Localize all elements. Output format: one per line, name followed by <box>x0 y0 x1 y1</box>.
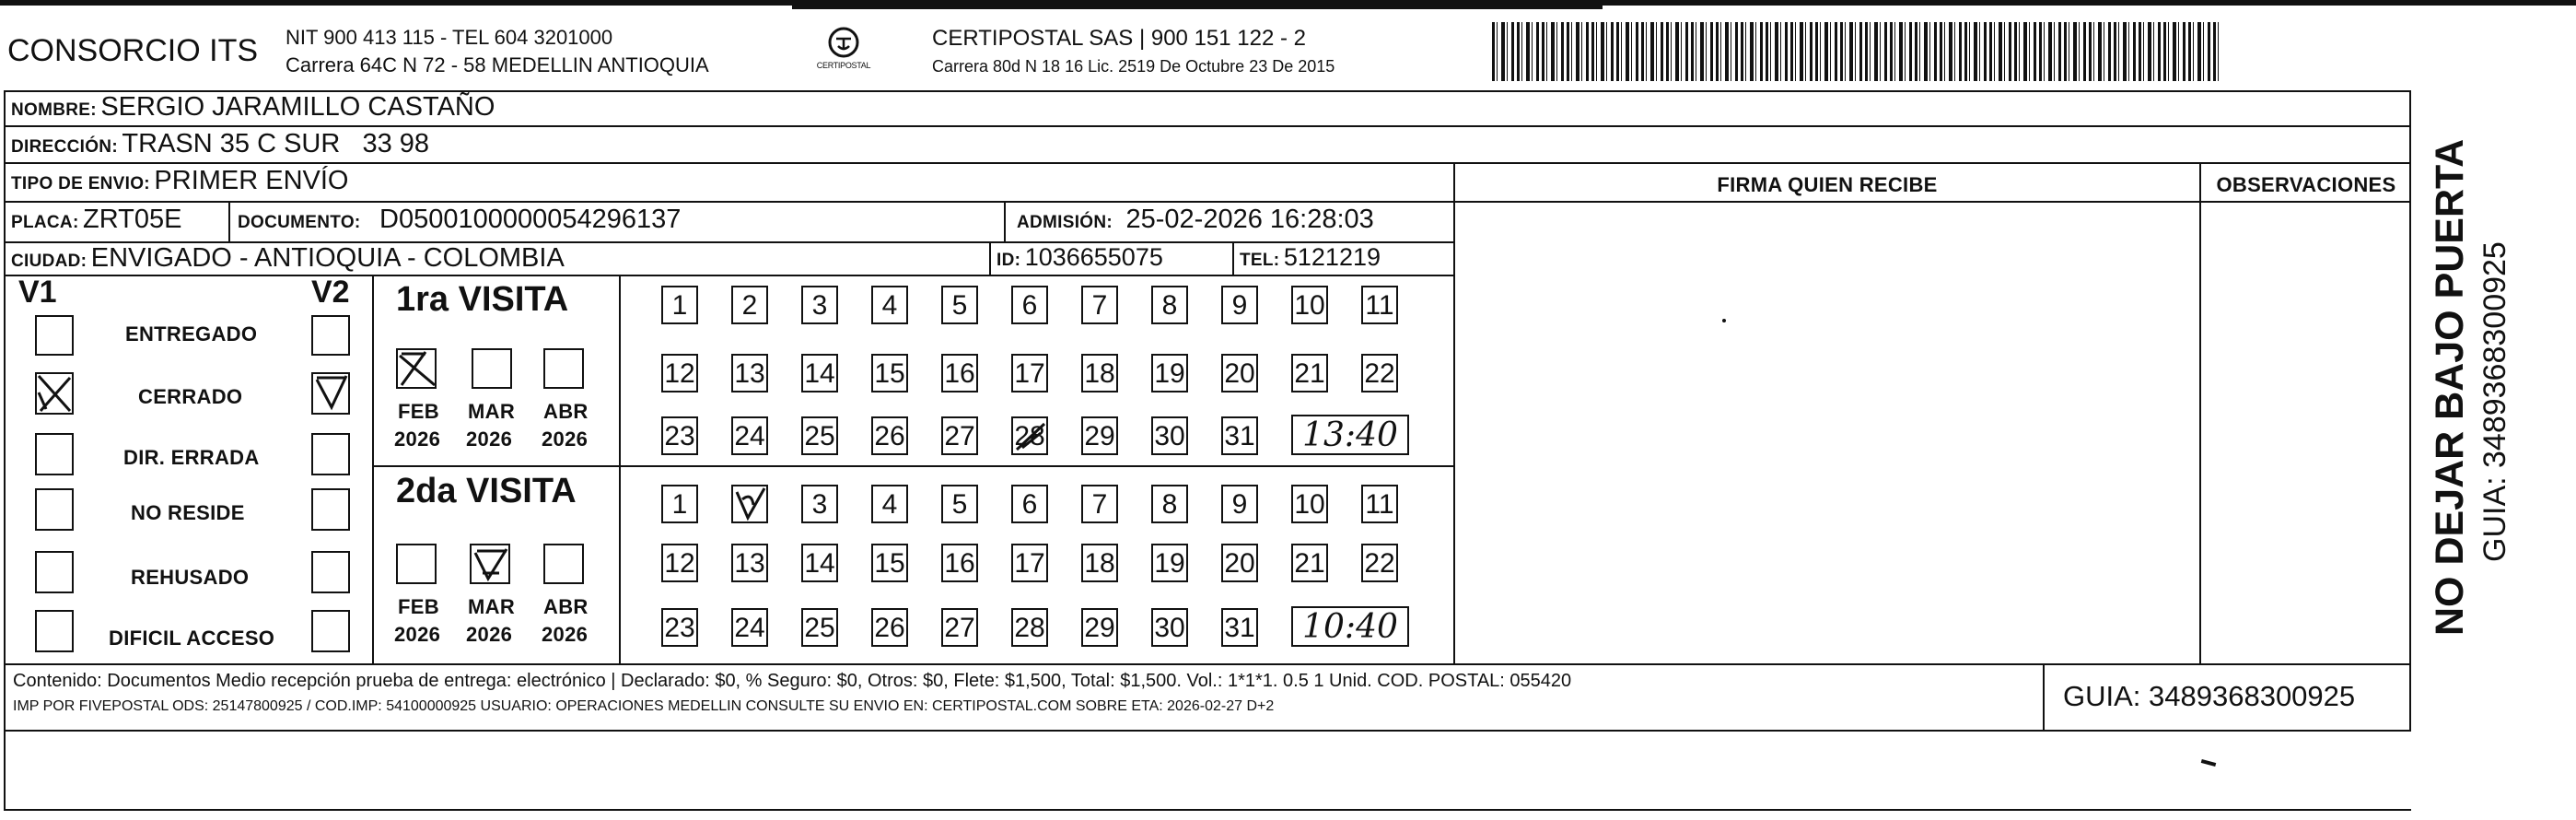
placa-label: PLACA: <box>11 213 79 232</box>
first-visit-year: 2026 <box>542 428 589 451</box>
first-visit-day[interactable]: 30 <box>1151 416 1188 455</box>
second-visit-day[interactable]: 25 <box>801 608 838 647</box>
status-rehusado: REHUSADO <box>131 566 250 589</box>
second-visit-day[interactable]: 20 <box>1221 544 1258 582</box>
status-cerrado: CERRADO <box>138 385 243 408</box>
id-cell <box>997 243 1163 272</box>
second-visit-year: 2026 <box>542 623 589 646</box>
v1-dir-errada-checkbox[interactable] <box>35 433 74 475</box>
row-divider <box>4 663 2411 665</box>
first-visit-day[interactable]: 24 <box>731 416 768 455</box>
second-visit-day[interactable]: 24 <box>731 608 768 647</box>
cell-divider <box>1004 201 1006 241</box>
check-v-mark-icon <box>733 486 766 521</box>
first-visit-day[interactable]: 13 <box>731 354 768 392</box>
certipostal-logo-icon <box>810 24 877 79</box>
strike-mark-icon <box>1013 420 1048 453</box>
v1-rehusado-checkbox[interactable] <box>35 551 74 593</box>
documento-cell <box>238 205 681 235</box>
first-visit-day[interactable]: 20 <box>1221 354 1258 392</box>
placa-value: ZRT05E <box>83 205 182 234</box>
status-divider <box>372 275 374 665</box>
first-visit-abr-checkbox[interactable] <box>543 348 584 389</box>
observaciones-header: OBSERVACIONES <box>2216 173 2396 196</box>
second-visit-day[interactable]: 28 <box>1011 608 1048 647</box>
status-no-reside: NO RESIDE <box>131 501 245 524</box>
first-visit-day[interactable]: 2 <box>731 286 768 324</box>
barcode <box>1492 22 2220 81</box>
admision-value: 25-02-2026 16:28:03 <box>1125 205 1374 234</box>
first-visit-day[interactable]: 10 <box>1291 286 1328 324</box>
v1-entregado-checkbox[interactable] <box>35 315 74 356</box>
v2-label: V2 <box>311 275 350 310</box>
top-border-tab <box>792 0 1603 9</box>
day-28-strike-mark <box>1013 420 1048 453</box>
first-visit-year: 2026 <box>394 428 441 451</box>
first-visit-day[interactable]: 8 <box>1151 286 1188 324</box>
documento-label: DOCUMENTO: <box>238 213 361 232</box>
firma-dot <box>1722 319 1726 322</box>
second-visit-feb-checkbox[interactable] <box>396 544 437 584</box>
bottom-left-border <box>4 732 6 811</box>
second-visit-mar-label: MAR <box>468 595 516 618</box>
first-visit-day[interactable]: 29 <box>1081 416 1118 455</box>
first-visit-day[interactable]: 17 <box>1011 354 1048 392</box>
first-visit-day[interactable]: 6 <box>1011 286 1048 324</box>
footer-content-line: Contenido: Documentos Medio recepción prueba de entrega: electrónico | Declarado: $0, % Seguro: $0, Otros: $0, Flete: $1,500, Total: $1,500. Vol.: 1*1*1. 0.5 1 Unid. COD. POSTAL: 055420 <box>13 671 1572 691</box>
first-visit-year: 2026 <box>466 428 513 451</box>
tel-cell <box>1240 243 1381 272</box>
first-visit-day[interactable]: 26 <box>871 416 908 455</box>
first-visit-day[interactable]: 16 <box>941 354 978 392</box>
second-visit-day[interactable]: 30 <box>1151 608 1188 647</box>
tipo-envio-value: PRIMER ENVÍO <box>154 166 349 195</box>
second-visit-title: 2da VISITA <box>396 472 577 510</box>
v1-label: V1 <box>18 275 57 310</box>
certipostal-license: Carrera 80d N 18 16 Lic. 2519 De Octubre 23 De 2015 <box>932 57 1335 76</box>
id-label: ID: <box>997 251 1021 270</box>
bottom-border <box>4 809 2411 811</box>
second-visit-day[interactable]: 13 <box>731 544 768 582</box>
first-visit-day[interactable]: 3 <box>801 286 838 324</box>
company-address: Carrera 64C N 72 - 58 MEDELLIN ANTIOQUIA <box>286 53 709 76</box>
nombre-row <box>11 92 495 123</box>
first-visit-feb-checkbox[interactable] <box>396 348 437 389</box>
second-visit-feb-label: FEB <box>398 595 439 618</box>
second-visit-day[interactable]: 4 <box>871 485 908 523</box>
footer-divider <box>2043 663 2045 732</box>
cell-divider <box>1453 162 1455 665</box>
v2-cerrado-checkbox[interactable] <box>311 372 350 415</box>
second-visit-year: 2026 <box>394 623 441 646</box>
second-visit-day[interactable]: 23 <box>661 608 698 647</box>
first-visit-day[interactable]: 15 <box>871 354 908 392</box>
check-x-mark-icon <box>37 374 72 413</box>
first-visit-day[interactable]: 23 <box>661 416 698 455</box>
first-visit-feb-label: FEB <box>398 400 439 423</box>
second-visit-day[interactable]: 19 <box>1151 544 1188 582</box>
row-divider <box>1455 201 2411 203</box>
first-visit-day[interactable]: 11 <box>1361 286 1398 324</box>
second-visit-day[interactable]: 21 <box>1291 544 1328 582</box>
first-visit-day-marked[interactable]: 28 <box>1011 416 1048 455</box>
firma-header: FIRMA QUIEN RECIBE <box>1717 173 1938 196</box>
side-notice: NO DEJAR BAJO PUERTA <box>2428 138 2472 636</box>
first-visit-day[interactable]: 27 <box>941 416 978 455</box>
second-visit-day[interactable]: 16 <box>941 544 978 582</box>
check-v-mark-icon <box>313 374 348 413</box>
second-visit-day[interactable]: 1 <box>661 485 698 523</box>
tipo-envio-label: TIPO DE ENVIO: <box>11 174 150 193</box>
first-visit-day[interactable]: 21 <box>1291 354 1328 392</box>
second-visit-day[interactable]: 6 <box>1011 485 1048 523</box>
check-x-mark-icon <box>398 350 435 387</box>
first-visit-day[interactable]: 9 <box>1221 286 1258 324</box>
row-divider <box>4 162 2411 164</box>
row-divider <box>4 125 2411 127</box>
status-dificil-acceso: DIFICIL ACCESO <box>109 627 275 650</box>
status-entregado: ENTREGADO <box>125 322 258 346</box>
first-visit-day[interactable]: 5 <box>941 286 978 324</box>
documento-value: D0500100000054296137 <box>379 205 682 234</box>
second-visit-day[interactable]: 12 <box>661 544 698 582</box>
first-visit-day[interactable]: 12 <box>661 354 698 392</box>
tel-value: 5121219 <box>1283 243 1381 271</box>
v2-entregado-checkbox[interactable] <box>311 315 350 356</box>
direccion-row <box>11 129 429 159</box>
first-visit-day[interactable]: 25 <box>801 416 838 455</box>
admision-cell <box>1017 205 1374 235</box>
second-visit-abr-checkbox[interactable] <box>543 544 584 584</box>
second-visit-day[interactable]: 9 <box>1221 485 1258 523</box>
cell-divider <box>1232 241 1234 275</box>
v1-cerrado-checkbox[interactable] <box>35 372 74 415</box>
first-visit-day[interactable]: 19 <box>1151 354 1188 392</box>
placa-cell <box>11 205 181 235</box>
second-visit-day[interactable]: 7 <box>1081 485 1118 523</box>
v2-no-reside-checkbox[interactable] <box>311 488 350 531</box>
v2-dir-errada-checkbox[interactable] <box>311 433 350 475</box>
nombre-value: SERGIO JARAMILLO CASTAÑO <box>100 92 495 122</box>
second-visit-day[interactable]: 11 <box>1361 485 1398 523</box>
second-visit-day[interactable]: 15 <box>871 544 908 582</box>
certipostal-logo-text: CERTIPOSTAL <box>816 61 871 70</box>
certipostal-logo <box>810 24 877 79</box>
first-visit-day[interactable]: 18 <box>1081 354 1118 392</box>
first-visit-title: 1ra VISITA <box>396 280 569 319</box>
side-guia: GUIA: 3489368300925 <box>2477 241 2512 562</box>
second-visit-day[interactable]: 10 <box>1291 485 1328 523</box>
tipo-envio-row <box>11 166 349 196</box>
stray-mark <box>2201 759 2216 767</box>
first-visit-day[interactable]: 4 <box>871 286 908 324</box>
second-visit-day[interactable]: 8 <box>1151 485 1188 523</box>
ciudad-cell <box>11 243 565 274</box>
first-visit-mar-label: MAR <box>468 400 516 423</box>
company-name: CONSORCIO ITS <box>7 33 259 68</box>
second-visit-time[interactable]: 10:40 <box>1291 606 1409 647</box>
direccion-value: TRASN 35 C SUR 33 98 <box>122 129 430 158</box>
second-visit-day[interactable]: 3 <box>801 485 838 523</box>
second-visit-mar-checkbox[interactable] <box>470 544 510 584</box>
tel-label: TEL: <box>1240 251 1280 270</box>
second-visit-year: 2026 <box>466 623 513 646</box>
v1-dificil-acceso-checkbox[interactable] <box>35 610 74 652</box>
second-visit-day[interactable]: 18 <box>1081 544 1118 582</box>
second-visit-day[interactable]: 29 <box>1081 608 1118 647</box>
second-visit-day[interactable]: 14 <box>801 544 838 582</box>
second-visit-day[interactable]: 22 <box>1361 544 1398 582</box>
id-value: 1036655075 <box>1024 243 1163 271</box>
footer-imp-line: IMP POR FIVEPOSTAL ODS: 25147800925 / COD.IMP: 54100000925 USUARIO: OPERACIONES MEDELLIN CONSULTE SU ENVIO EN: CERTIPOSTAL.COM SOBRE ETA: 2026-02-27 D+2 <box>13 698 1275 714</box>
second-visit-day[interactable]: 5 <box>941 485 978 523</box>
second-visit-day-marked[interactable] <box>731 485 768 523</box>
row-divider <box>4 275 1455 276</box>
first-visit-mar-checkbox[interactable] <box>472 348 512 389</box>
first-visit-day[interactable]: 7 <box>1081 286 1118 324</box>
first-visit-time[interactable]: 13:40 <box>1291 415 1409 455</box>
first-visit-day[interactable]: 31 <box>1221 416 1258 455</box>
second-visit-day[interactable]: 26 <box>871 608 908 647</box>
v1-no-reside-checkbox[interactable] <box>35 488 74 531</box>
direccion-label: DIRECCIÓN: <box>11 137 118 157</box>
cell-divider <box>2199 162 2201 665</box>
status-dir-errada: DIR. ERRADA <box>123 446 260 469</box>
second-visit-abr-label: ABR <box>543 595 589 618</box>
first-visit-day[interactable]: 14 <box>801 354 838 392</box>
cell-divider <box>228 201 230 241</box>
cell-divider <box>989 241 991 275</box>
first-visit-abr-label: ABR <box>543 400 589 423</box>
second-visit-day[interactable]: 31 <box>1221 608 1258 647</box>
second-visit-day[interactable]: 17 <box>1011 544 1048 582</box>
visit-divider <box>372 465 1455 467</box>
check-v-mark-icon <box>472 545 508 582</box>
second-visit-day[interactable]: 27 <box>941 608 978 647</box>
ciudad-value: ENVIGADO - ANTIOQUIA - COLOMBIA <box>90 243 565 273</box>
footer-guia: GUIA: 3489368300925 <box>2063 680 2356 712</box>
nombre-label: NOMBRE: <box>11 100 97 120</box>
first-visit-day[interactable]: 1 <box>661 286 698 324</box>
month-divider <box>619 275 621 665</box>
ciudad-label: CIUDAD: <box>11 252 87 271</box>
first-visit-day[interactable]: 22 <box>1361 354 1398 392</box>
v2-rehusado-checkbox[interactable] <box>311 551 350 593</box>
admision-label: ADMISIÓN: <box>1017 213 1113 232</box>
v2-dificil-acceso-checkbox[interactable] <box>311 610 350 652</box>
company-nit-tel: NIT 900 413 115 - TEL 604 3201000 <box>286 26 613 49</box>
certipostal-info: CERTIPOSTAL SAS | 900 151 122 - 2 <box>932 26 1306 51</box>
